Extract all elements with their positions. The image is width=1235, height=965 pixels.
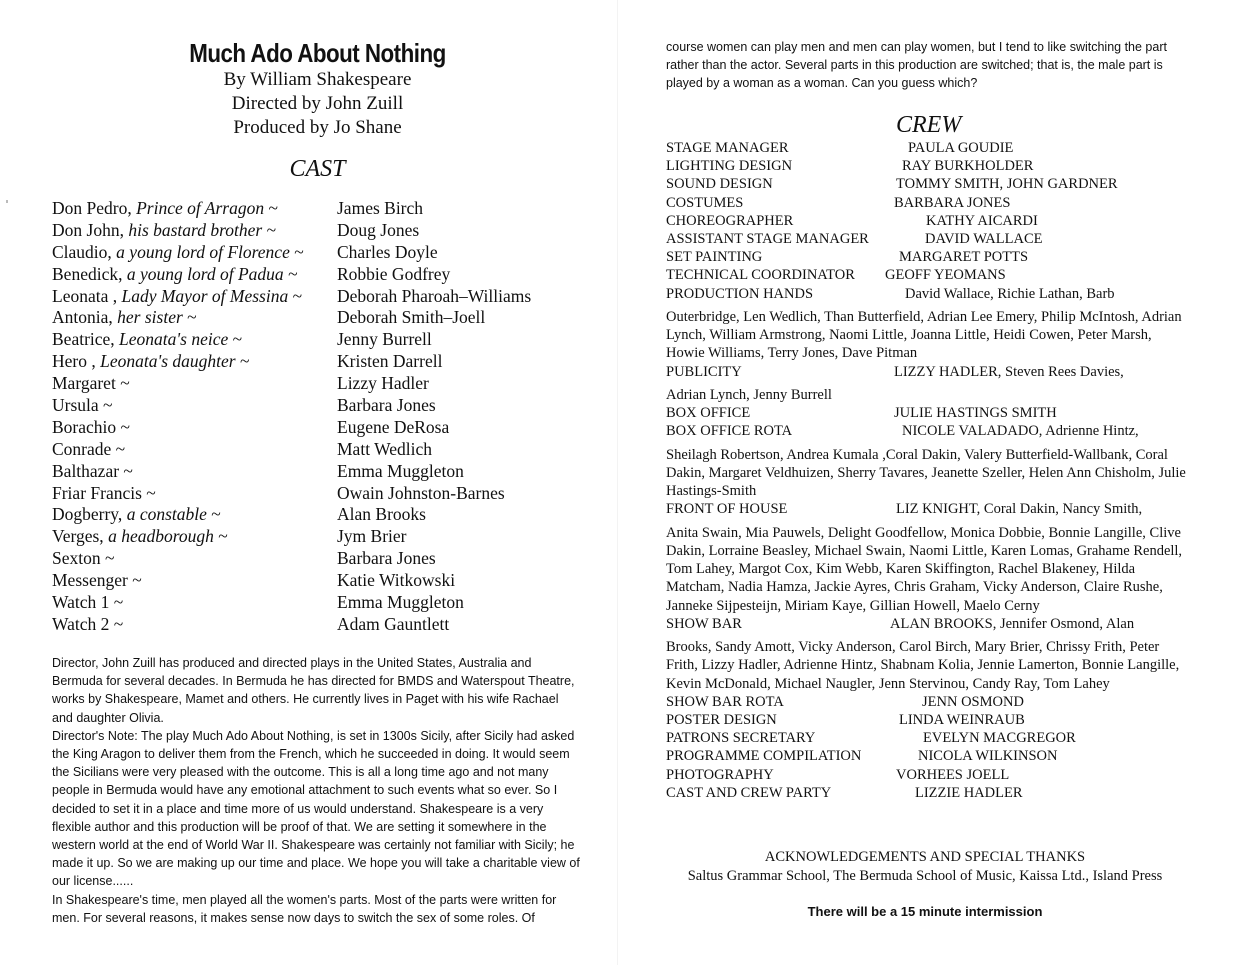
cast-row: [52, 307, 592, 329]
tilde-separator: ~: [146, 482, 156, 503]
crew-row: [666, 784, 1190, 802]
cast-row: [52, 220, 592, 242]
crew-role: PHOTOGRAPHY: [666, 766, 774, 783]
cast-role: [52, 614, 123, 635]
crew-row: [666, 422, 1190, 500]
cast-row: [52, 286, 592, 308]
role-description: Leonata's neice: [119, 329, 229, 350]
cast-row: [52, 548, 592, 570]
crew-member: ALAN BROOKS, Jennifer Osmond, Alan: [890, 615, 1135, 632]
crew-member-continued: Anita Swain, Mia Pauwels, Delight Goodfellow, Monica Dobbie, Bonnie Langille, Clive Dakin, Lorraine Beasley, Michael Swain, Naomi Little, Karen Lomas, Grahame Rendell, Tom Lahey, Margot Cox, Kim Webb, Karen Skiffington, Rachel Blakeney, Hilda Matcham, Nadia Hamza, Jackie Ayres, Chris Graham, Vicky Anderson, Claire Rushe, Janneke Sijpesteijn, Miriam Kaye, Gillian Howell, Maelo Cerny: [666, 524, 1183, 614]
cast-role: [52, 592, 123, 613]
tilde-separator: ~: [123, 460, 133, 481]
crew-heading: CREW: [896, 112, 962, 138]
cast-actor: Doug Jones: [337, 219, 420, 240]
crew-role: POSTER DESIGN: [666, 712, 777, 729]
cast-role: [52, 264, 298, 285]
crew-role: ASSISTANT STAGE MANAGER: [666, 231, 869, 248]
casting-note: In Shakespeare's time, men played all the women's parts. Most of the parts were written for men. For several reasons, it makes sense now days to switch the sex of some roles. Of: [52, 892, 557, 925]
crew-member-continued: Brooks, Sandy Amott, Vicky Anderson, Carol Birch, Mary Brier, Chrissy Frith, Peter Frith, Lizzy Hadler, Adrienne Hintz, Shabnam Kolia, Jennie Lamerton, Bonnie Langille, Kevin McDonald, Michael Naugler, Jenn Stervinou, Candy Ray, Tom Lahey: [666, 639, 1180, 692]
crew-role: LIGHTING DESIGN: [666, 158, 793, 175]
cast-actor: Adam Gauntlett: [337, 613, 450, 634]
tilde-separator: ~: [232, 329, 243, 350]
role-name: Dogberry,: [52, 504, 123, 525]
role-description: a headborough: [108, 526, 214, 547]
cast-row: [52, 395, 592, 417]
tilde-separator: ~: [211, 504, 221, 525]
role-name: Claudio,: [52, 241, 112, 262]
crew-member: VORHEES JOELL: [896, 766, 1010, 783]
cast-actor: Eugene DeRosa: [337, 416, 450, 437]
right-page: [660, 0, 1205, 965]
cast-role: [52, 242, 304, 263]
role-name: Ursula: [52, 395, 99, 416]
role-description: a constable: [126, 504, 207, 525]
cast-actor: Katie Witkowski: [337, 570, 456, 591]
role-name: Watch 2: [52, 613, 110, 634]
crew-member: PAULA GOUDIE: [908, 140, 1014, 156]
crew-role: SOUND DESIGN: [666, 176, 773, 193]
cast-role: [52, 220, 276, 241]
cast-row: [52, 570, 592, 592]
crew-role: PUBLICITY: [666, 363, 742, 380]
crew-row: [666, 615, 1190, 693]
role-description: her sister: [117, 307, 183, 328]
cast-actor: Charles Doyle: [337, 241, 438, 262]
cast-role: [52, 548, 114, 569]
crew-member-continued: Outerbridge, Len Wedlich, Than Butterfield, Adrian Lee Emery, Philip McIntosh, Adrian Lynch, William Armstrong, Naomi Little, Joanna Little, Heidi Cowen, Peter Marsh, Howie Williams, Terry Jones, Dave Pitman: [666, 309, 1182, 362]
tilde-separator: ~: [292, 285, 303, 306]
cast-row: [52, 439, 592, 461]
crew-member: KATHY AICARDI: [926, 212, 1038, 229]
crew-member: DAVID WALLACE: [925, 231, 1043, 248]
cast-actor: Barbara Jones: [337, 395, 436, 416]
crew-member: GEOFF YEOMANS: [885, 267, 1006, 284]
crew-role: SHOW BAR ROTA: [666, 693, 784, 710]
intermission-note: There will be a 15 minute intermission: [807, 904, 1043, 919]
crew-member: LINDA WEINRAUB: [899, 712, 1025, 729]
producer-credit: Produced by Jo Shane: [233, 117, 402, 138]
crew-member: NICOLA WILKINSON: [918, 748, 1058, 765]
crew-row: [666, 711, 1190, 729]
crew-role: BOX OFFICE ROTA: [666, 423, 793, 440]
cast-role: [52, 417, 130, 438]
role-name: Don John,: [52, 219, 124, 240]
role-description: his bastard brother: [128, 219, 263, 240]
crew-row: [666, 363, 1190, 405]
role-name: Verges,: [52, 526, 104, 547]
cast-list: [52, 198, 592, 636]
role-description: a young lord of Florence: [116, 241, 290, 262]
cast-actor: Kristen Darrell: [337, 351, 443, 372]
cast-actor: Emma Muggleton: [337, 592, 464, 613]
role-description: a young lord of Padua: [126, 263, 284, 284]
casting-note-continued: course women can play men and men can play women, but I tend to like switching the part rather than the actor. Several parts in this production are switched; that is, the male part is played by a woman as a woman. Can you guess which?: [666, 40, 1167, 91]
cast-role: [52, 307, 197, 328]
cast-role: [52, 439, 125, 460]
cast-row: [52, 504, 592, 526]
cast-row: [52, 373, 592, 395]
cast-role: [52, 504, 221, 525]
director-credit: Directed by John Zuill: [231, 93, 404, 114]
tilde-separator: ~: [288, 263, 298, 284]
crew-member: David Wallace, Richie Lathan, Barb: [905, 285, 1115, 302]
crew-row: [666, 230, 1190, 248]
director-note: Director's Note: The play Much Ado About Nothing, is set in 1300s Sicily, after Sicily had asked the King Aragon to deliver them from the French, which he succeeded in doing. It would seem the Sicilians were very pleased with the outcome. This is all a long time ago and not many people in Bermuda would have any emotional attachment to such events what so ever. So I decided to set it in a place and time more of us would understand. Shakespeare is a very flexible author and this production will be proof of that. We are setting it somewhere in the western world at the end of World War II. Shakespeare was certainly not familiar with Sicily; he made it up. So we are making up our time and place. We hope you will take a charitable view of our license......: [52, 728, 580, 889]
role-name: Don Pedro,: [52, 198, 132, 218]
crew-member: MARGARET POTTS: [899, 249, 1029, 266]
cast-actor: Barbara Jones: [337, 548, 436, 569]
role-name: Benedick,: [52, 263, 123, 284]
left-page: [40, 0, 595, 965]
cast-row: [52, 483, 592, 505]
cast-row: [52, 614, 592, 636]
role-name: Conrade: [52, 438, 112, 459]
cast-row: [52, 242, 592, 264]
crew-member: BARBARA JONES: [894, 194, 1011, 211]
crew-role: STAGE MANAGER: [666, 140, 789, 156]
cast-row: [52, 329, 592, 351]
cast-role: [52, 351, 249, 372]
crew-role: SET PAINTING: [666, 249, 763, 266]
cast-row: [52, 526, 592, 548]
cast-actor: James Birch: [337, 198, 424, 218]
crew-role: FRONT OF HOUSE: [666, 501, 788, 518]
tilde-separator: ~: [266, 219, 277, 240]
cast-row: [52, 592, 592, 614]
cast-role: [52, 483, 156, 504]
cast-role: [52, 526, 228, 547]
tilde-separator: ~: [113, 592, 124, 613]
cast-row: [52, 264, 592, 286]
crew-row: [666, 157, 1190, 175]
page-fold: [617, 0, 618, 965]
director-bio: Director, John Zuill has produced and directed plays in the United States, Australia and Bermuda for several decades. In Bermuda he has directed for BMDS and Waterspout Theatre, works by Shakespeare, Mamet and others. He currently lives in Paget with his wife Rachael and daughter Olivia.: [52, 656, 575, 725]
tilde-separator: ~: [218, 526, 228, 547]
cast-role: [52, 329, 242, 350]
tilde-separator: ~: [103, 395, 113, 416]
role-name: Sexton: [52, 548, 101, 569]
role-name: Hero ,: [52, 351, 96, 372]
role-name: Beatrice,: [52, 329, 115, 350]
crew-row: [666, 404, 1190, 422]
tilde-separator: ~: [115, 438, 126, 459]
tilde-separator: ~: [120, 373, 130, 394]
cast-actor: Jenny Burrell: [337, 329, 432, 350]
cast-actor: Deborah Smith–Joell: [337, 307, 486, 328]
cast-role: [52, 570, 142, 591]
crew-member: JENN OSMOND: [922, 693, 1024, 710]
cast-actor: Emma Muggleton: [337, 460, 464, 481]
cast-role: [52, 198, 278, 219]
crew-row: [666, 248, 1190, 266]
crew-role: SHOW BAR: [666, 615, 742, 632]
crew-role: BOX OFFICE: [666, 405, 751, 422]
crew-role: PRODUCTION HANDS: [666, 285, 814, 302]
crew-member: JULIE HASTINGS SMITH: [894, 405, 1057, 422]
crew-member-continued: Sheilagh Robertson, Andrea Kumala ,Coral Dakin, Valery Butterfield-Wallbank, Coral Dakin, Margaret Veldhuizen, Sherry Tavares, Jeanette Szeller, Helen Ann Chisholm, Julie Hastings-Smith: [666, 446, 1186, 500]
crew-member: LIZZY HADLER, Steven Rees Davies,: [894, 363, 1124, 380]
crew-row: [666, 500, 1190, 614]
ack-heading: ACKNOWLEDGEMENTS AND SPECIAL THANKS: [764, 849, 1086, 865]
crew-row: [666, 194, 1190, 212]
crew-list: [666, 139, 1190, 802]
crew-member: NICOLE VALADADO, Adrienne Hintz,: [902, 423, 1139, 440]
role-name: Margaret: [52, 373, 116, 394]
cast-row: [52, 198, 592, 220]
cast-role: [52, 286, 302, 307]
cast-actor: Jym Brier: [337, 526, 407, 547]
tilde-separator: ~: [268, 198, 278, 218]
cast-role: [52, 373, 130, 394]
role-name: Balthazar: [52, 460, 120, 481]
role-name: Leonata ,: [52, 285, 118, 306]
tilde-separator: ~: [113, 613, 124, 634]
cast-actor: Deborah Pharoah–Williams: [337, 285, 532, 306]
cast-row: [52, 417, 592, 439]
cast-role: [52, 461, 133, 482]
cast-actor: Matt Wedlich: [337, 438, 432, 459]
cast-role: [52, 395, 113, 416]
title-block: [40, 38, 595, 140]
role-description: Prince of Arragon: [136, 198, 265, 218]
cast-heading: CAST: [289, 156, 346, 182]
play-title: Much Ado About Nothing: [189, 38, 446, 68]
author-credit: By William Shakespeare: [223, 69, 412, 90]
role-description: Lady Mayor of Messina: [121, 285, 289, 306]
cast-actor: Robbie Godfrey: [337, 263, 451, 284]
tilde-separator: ~: [105, 548, 115, 569]
tilde-separator: ~: [294, 241, 304, 262]
crew-role: CHOREOGRAPHER: [666, 212, 794, 229]
tilde-separator: ~: [120, 416, 130, 437]
crew-row: [666, 693, 1190, 711]
crew-role: COSTUMES: [666, 194, 744, 211]
role-description: Leonata's daughter: [100, 351, 236, 372]
crew-row: [666, 285, 1190, 363]
cast-row: [52, 461, 592, 483]
crew-role: PATRONS SECRETARY: [666, 730, 816, 747]
acknowledgements: [660, 848, 1190, 885]
crew-role: CAST AND CREW PARTY: [666, 784, 832, 801]
crew-row: [666, 175, 1190, 193]
cast-actor: Alan Brooks: [337, 504, 426, 525]
crew-row: [666, 139, 1190, 157]
role-name: Friar Francis: [52, 482, 142, 503]
scan-speck: [6, 200, 8, 203]
crew-member: TOMMY SMITH, JOHN GARDNER: [896, 176, 1118, 193]
cast-actor: Lizzy Hadler: [337, 373, 429, 394]
cast-actor: Owain Johnston-Barnes: [337, 482, 505, 503]
tilde-separator: ~: [187, 307, 197, 328]
crew-role: PROGRAMME COMPILATION: [666, 748, 862, 765]
crew-role: TECHNICAL COORDINATOR: [666, 267, 855, 284]
crew-member: RAY BURKHOLDER: [902, 158, 1034, 175]
crew-row: [666, 266, 1190, 284]
crew-member: LIZZIE HADLER: [915, 784, 1023, 801]
tilde-separator: ~: [132, 570, 142, 591]
crew-member: LIZ KNIGHT, Coral Dakin, Nancy Smith,: [896, 501, 1143, 518]
director-notes: [52, 654, 582, 927]
crew-row: [666, 729, 1190, 747]
role-name: Borachio: [52, 416, 117, 437]
tilde-separator: ~: [239, 351, 250, 372]
cast-row: [52, 351, 592, 373]
crew-member: EVELYN MACGREGOR: [923, 730, 1076, 747]
role-name: Antonia,: [52, 307, 113, 328]
role-name: Watch 1: [52, 592, 110, 613]
crew-row: [666, 766, 1190, 784]
crew-row: [666, 212, 1190, 230]
ack-text: Saltus Grammar School, The Bermuda School of Music, Kaissa Ltd., Island Press: [687, 867, 1163, 884]
crew-member-continued: Adrian Lynch, Jenny Burrell: [666, 387, 832, 404]
crew-row: [666, 747, 1190, 765]
role-name: Messenger: [52, 570, 128, 591]
